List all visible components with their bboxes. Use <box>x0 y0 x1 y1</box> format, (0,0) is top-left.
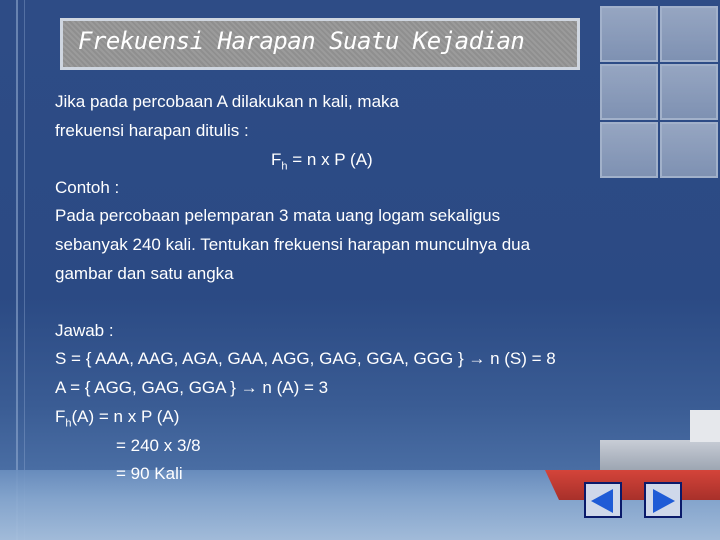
fh-line <box>55 407 179 429</box>
prev-slide-button[interactable] <box>584 482 622 518</box>
decor-tile <box>600 6 658 62</box>
fh-sub: h <box>65 417 72 430</box>
frame-line <box>16 0 18 540</box>
formula-f: F <box>271 150 282 169</box>
decor-tile <box>660 6 718 62</box>
fh-f: F <box>55 407 66 426</box>
decor-tile <box>600 64 658 120</box>
decor-tile <box>660 64 718 120</box>
triangle-left-icon <box>589 487 617 515</box>
problem-line-1: Pada percobaan pelemparan 3 mata uang logam sekaligus <box>55 206 501 225</box>
decor-tile <box>660 122 718 178</box>
formula-rest: = n x P (A) <box>287 150 373 169</box>
answer-heading: Jawab : <box>55 321 114 340</box>
calc-step-3: = 90 Kali <box>116 464 183 483</box>
ship-containers <box>600 440 720 472</box>
formula <box>271 150 373 172</box>
definition-line-1: Jika pada percobaan A dilakukan n kali, maka <box>55 92 400 111</box>
ship-hull <box>545 470 720 500</box>
definition-line-2: frekuensi harapan ditulis : <box>55 121 249 140</box>
decor-tile <box>600 122 658 178</box>
triangle-right-icon <box>649 487 677 515</box>
next-slide-button[interactable] <box>644 482 682 518</box>
event-set: A = { AGG, GAG, GGA } → n (A) = 3 <box>55 378 329 397</box>
formula-sub: h <box>281 160 288 173</box>
fh-rest: (A) = n x P (A) <box>71 407 180 426</box>
problem-line-3: gambar dan satu angka <box>55 264 234 283</box>
slide-title: Frekuensi Harapan Suatu Kejadian <box>78 27 525 55</box>
sample-space: S = { AAA, AAG, AGA, GAA, AGG, GAG, GGA, GGG } → n (S) = 8 <box>55 349 556 368</box>
calc-step-2: = 240 x 3/8 <box>116 436 201 455</box>
frame-line <box>24 0 25 540</box>
ship-bridge <box>690 410 720 442</box>
example-heading: Contoh : <box>55 178 120 197</box>
problem-line-2: sebanyak 240 kali. Tentukan frekuensi harapan munculnya dua <box>55 235 531 254</box>
